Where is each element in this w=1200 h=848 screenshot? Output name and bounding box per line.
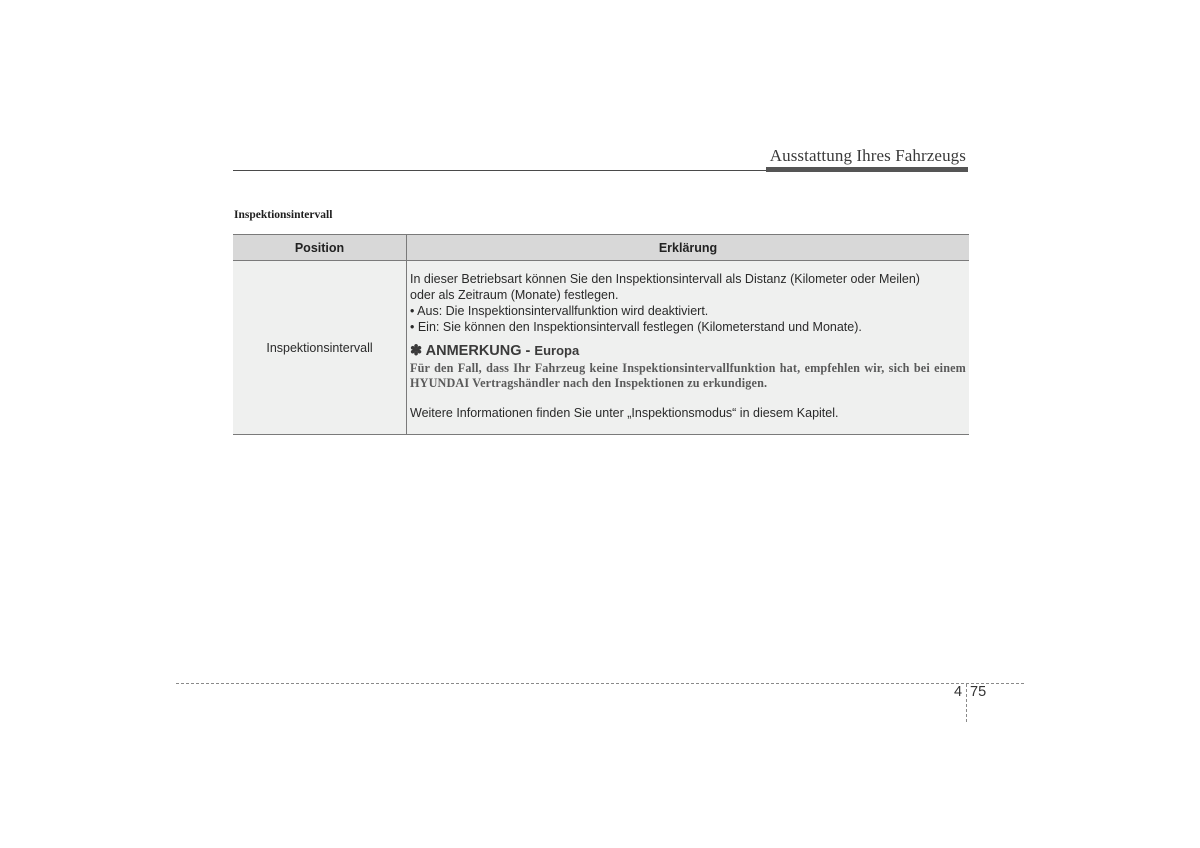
page-number: 75 — [970, 684, 987, 700]
spec-table — [233, 234, 969, 435]
note-region: Europa — [534, 343, 580, 358]
chapter-header-title: Ausstattung Ihres Fahrzeugs — [769, 146, 966, 165]
cell-position: Inspektionsintervall — [233, 261, 407, 435]
note-heading — [410, 341, 966, 361]
description-line-option-on: • Ein: Sie können den Inspektionsintervall festlegen (Kilometerstand und Monate). — [410, 320, 862, 334]
table-header-row — [233, 235, 969, 261]
section-title: Inspektionsintervall — [234, 209, 333, 221]
column-header-explanation: Erklärung — [407, 235, 970, 261]
page-chapter-number: 4 — [954, 684, 963, 700]
footer-dashed-divider — [966, 684, 967, 722]
description-line: oder als Zeitraum (Monate) festlegen. — [410, 288, 619, 302]
table-row — [233, 261, 969, 435]
description-line: In dieser Betriebsart können Sie den Inspektionsintervall als Distanz (Kilometer oder Meilen) — [410, 272, 920, 286]
description-line-option-off: • Aus: Die Inspektionsintervallfunktion wird deaktiviert. — [410, 304, 709, 318]
header-accent-bar — [766, 167, 968, 172]
more-info-text: Weitere Informationen finden Sie unter „Inspektionsmodus“ in diesem Kapitel. — [410, 406, 839, 420]
footer-dashed-rule — [176, 683, 1024, 684]
cell-explanation — [407, 261, 970, 435]
note-label: ANMERKUNG - — [425, 343, 531, 359]
column-header-position: Position — [233, 235, 407, 261]
note-star-icon: ✽ — [410, 343, 423, 359]
note-text: Für den Fall, dass Ihr Fahrzeug keine Inspektionsintervallfunktion hat, empfehlen wir, sich bei einem HYUNDAI Vertragshändler nach den Inspektionen zu erkundigen. — [410, 361, 966, 390]
